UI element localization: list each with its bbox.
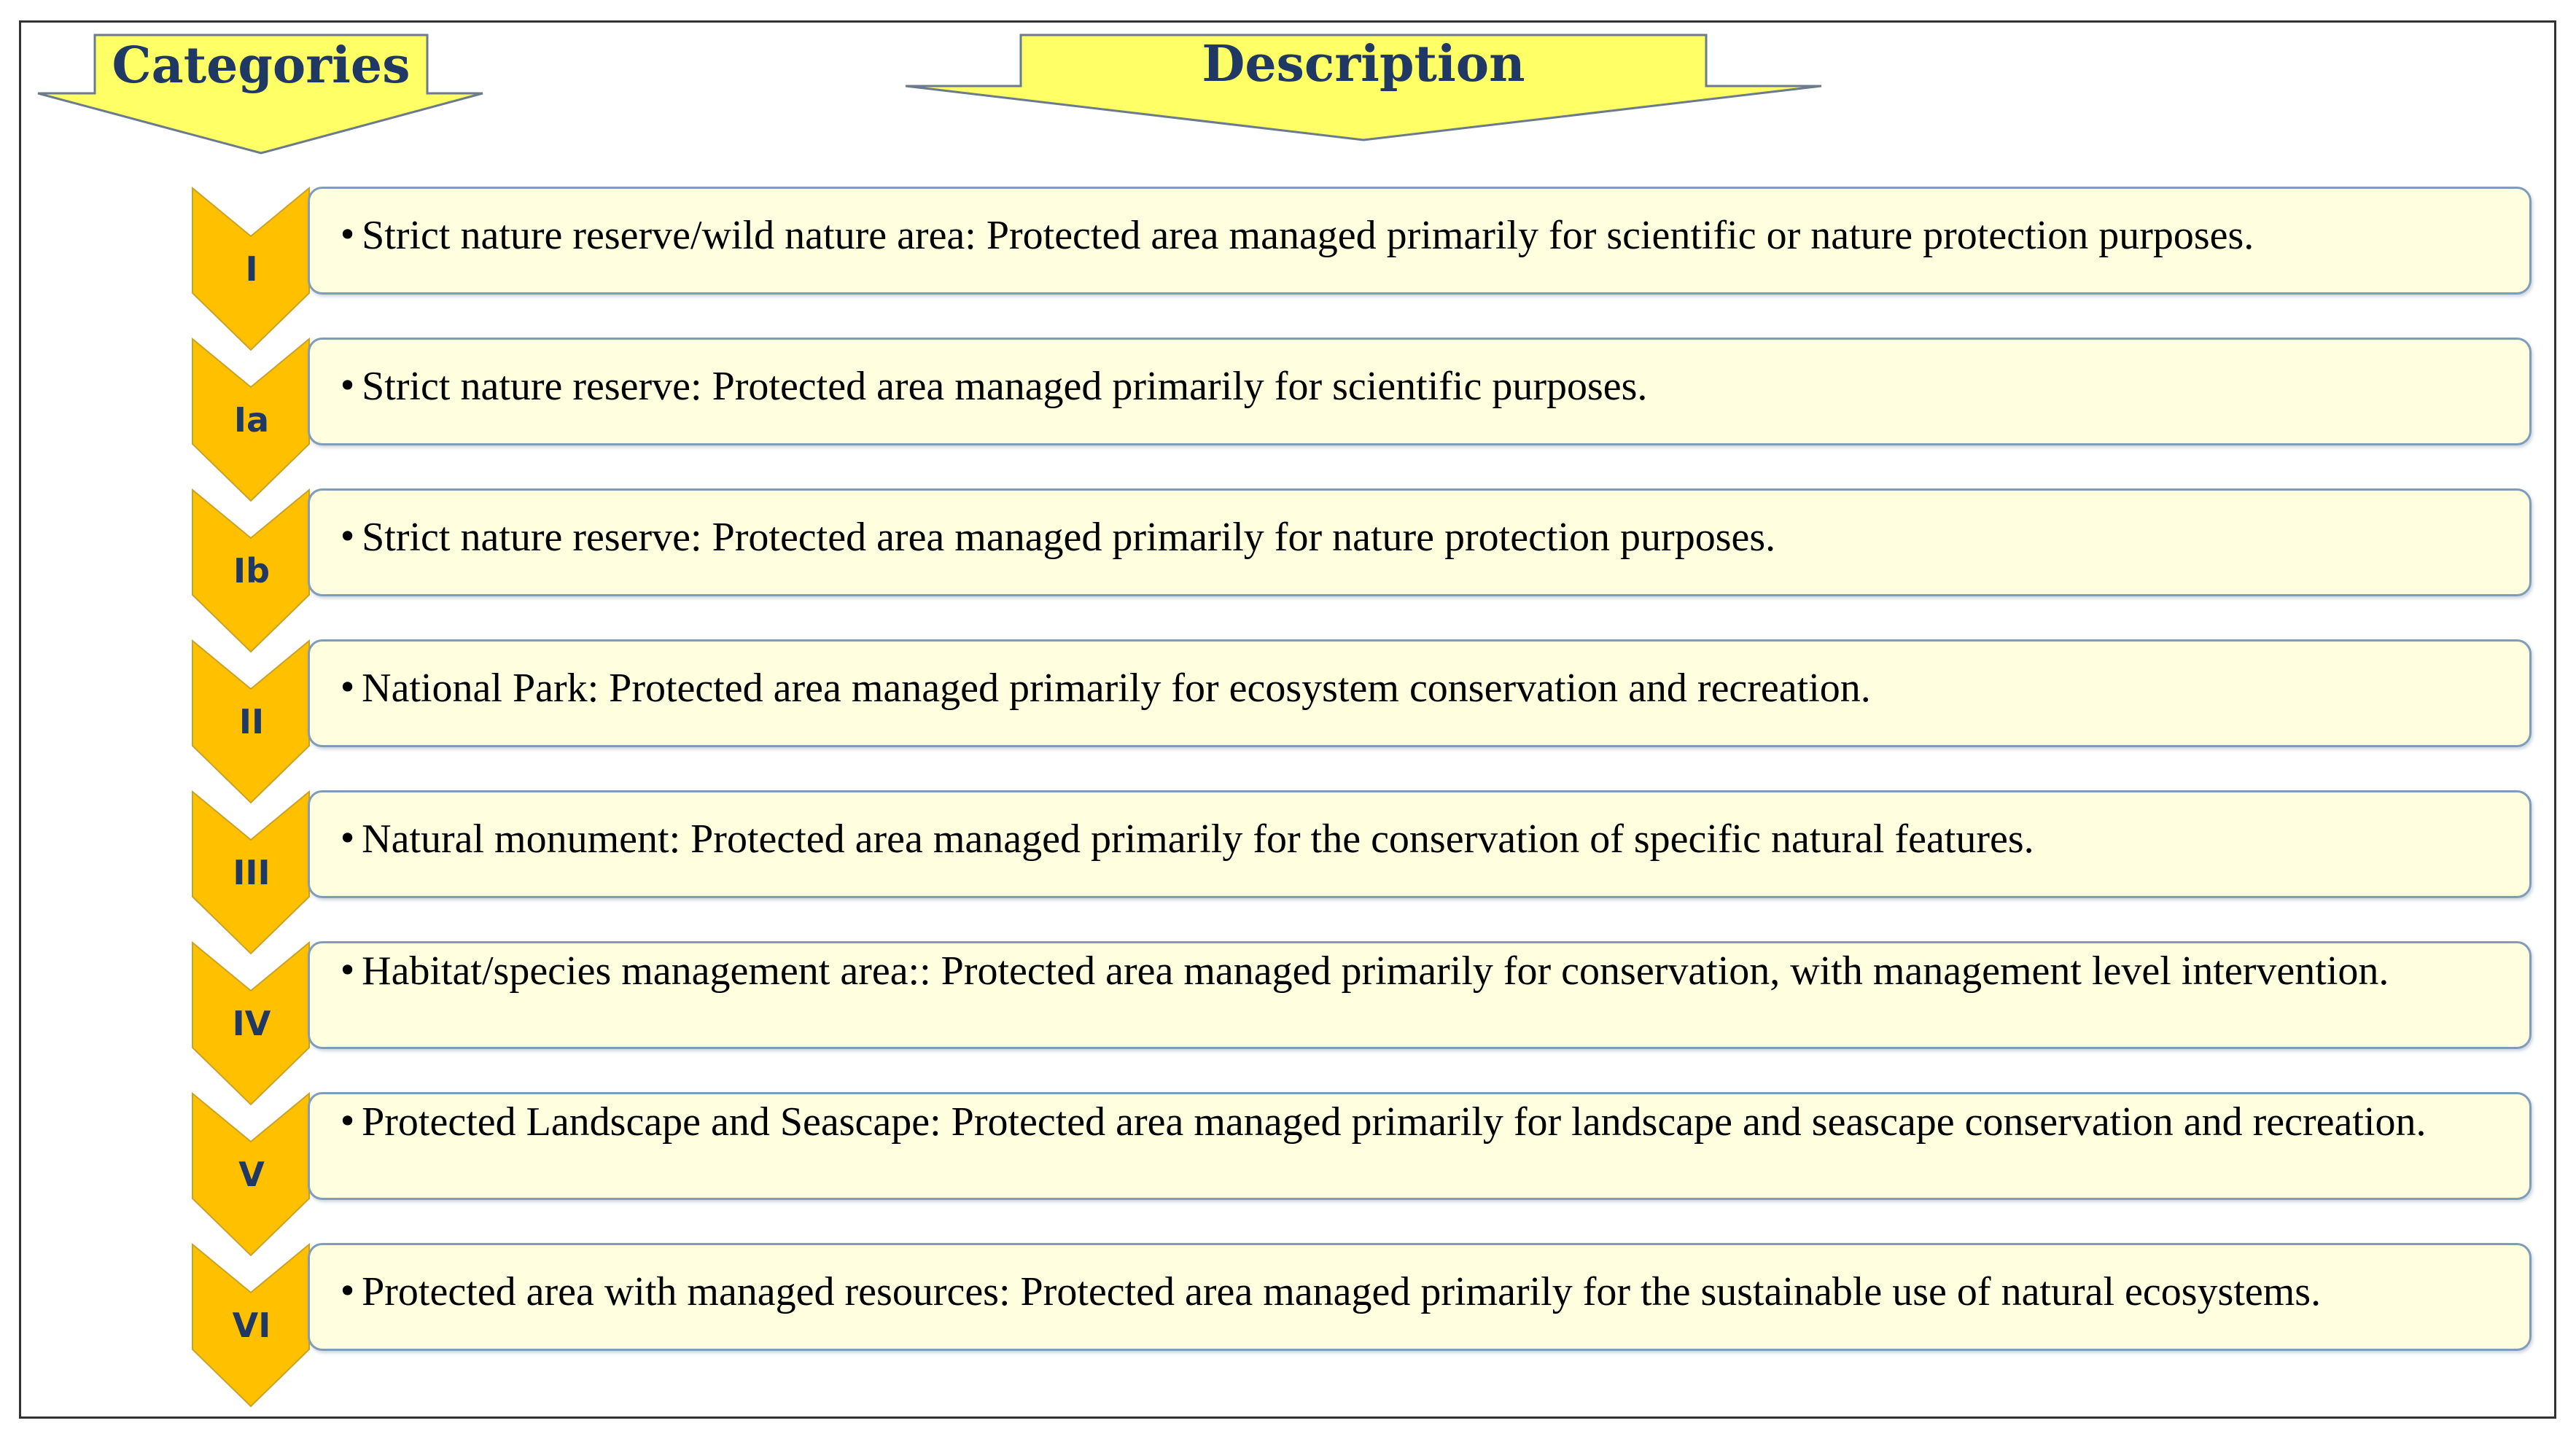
category-row bbox=[0, 487, 2576, 646]
category-row bbox=[0, 940, 2576, 1099]
description-box bbox=[308, 1092, 2532, 1200]
category-label: Ia bbox=[233, 400, 270, 440]
category-label: IV bbox=[232, 1004, 271, 1043]
description-box bbox=[308, 639, 2532, 747]
categories-header: Categories bbox=[112, 36, 410, 95]
category-row bbox=[0, 1242, 2576, 1400]
category-row bbox=[0, 638, 2576, 797]
bullet-icon: • bbox=[338, 517, 358, 556]
description-text: Strict nature reserve/wild nature area: Protected area managed primarily for scientific or nature protection purposes. bbox=[362, 213, 2254, 258]
category-row bbox=[0, 1091, 2576, 1250]
description-text: Protected Landscape and Seascape: Protected area managed primarily for landscape and seascape conservation and recreation. bbox=[362, 1099, 2427, 1145]
category-label: III bbox=[233, 853, 271, 892]
bullet-icon: • bbox=[338, 215, 358, 254]
description-box bbox=[308, 941, 2532, 1049]
bullet-icon: • bbox=[338, 819, 358, 858]
bullet-icon: • bbox=[338, 366, 358, 405]
description-text: Protected area with managed resources: Protected area managed primarily for the sustainable use of natural ecosystems. bbox=[362, 1269, 2322, 1314]
bullet-icon: • bbox=[338, 951, 358, 990]
category-row bbox=[0, 185, 2576, 344]
description-box bbox=[308, 338, 2532, 445]
bullet-icon: • bbox=[338, 1102, 358, 1141]
category-label: V bbox=[238, 1155, 265, 1194]
category-row bbox=[0, 336, 2576, 495]
bullet-icon: • bbox=[338, 1271, 358, 1311]
category-label: Ib bbox=[233, 551, 271, 591]
description-text: Habitat/species management area:: Protected area managed primarily for conservation, with management level intervention. bbox=[362, 948, 2389, 994]
description-box bbox=[308, 1243, 2532, 1351]
bullet-icon: • bbox=[338, 668, 358, 707]
category-row bbox=[0, 789, 2576, 948]
category-label: VI bbox=[232, 1306, 271, 1345]
category-label: II bbox=[238, 702, 265, 741]
description-text: Strict nature reserve: Protected area managed primarily for nature protection purposes. bbox=[362, 515, 1776, 560]
description-text: Strict nature reserve: Protected area managed primarily for scientific purposes. bbox=[362, 364, 1648, 409]
description-header: Description bbox=[1202, 35, 1525, 93]
description-box bbox=[308, 790, 2532, 898]
category-label: I bbox=[245, 249, 258, 289]
description-text: National Park: Protected area managed primarily for ecosystem conservation and recreation. bbox=[362, 666, 1871, 711]
description-box bbox=[308, 187, 2532, 295]
description-text: Natural monument: Protected area managed primarily for the conservation of specific natural features. bbox=[362, 817, 2034, 862]
description-box bbox=[308, 488, 2532, 596]
